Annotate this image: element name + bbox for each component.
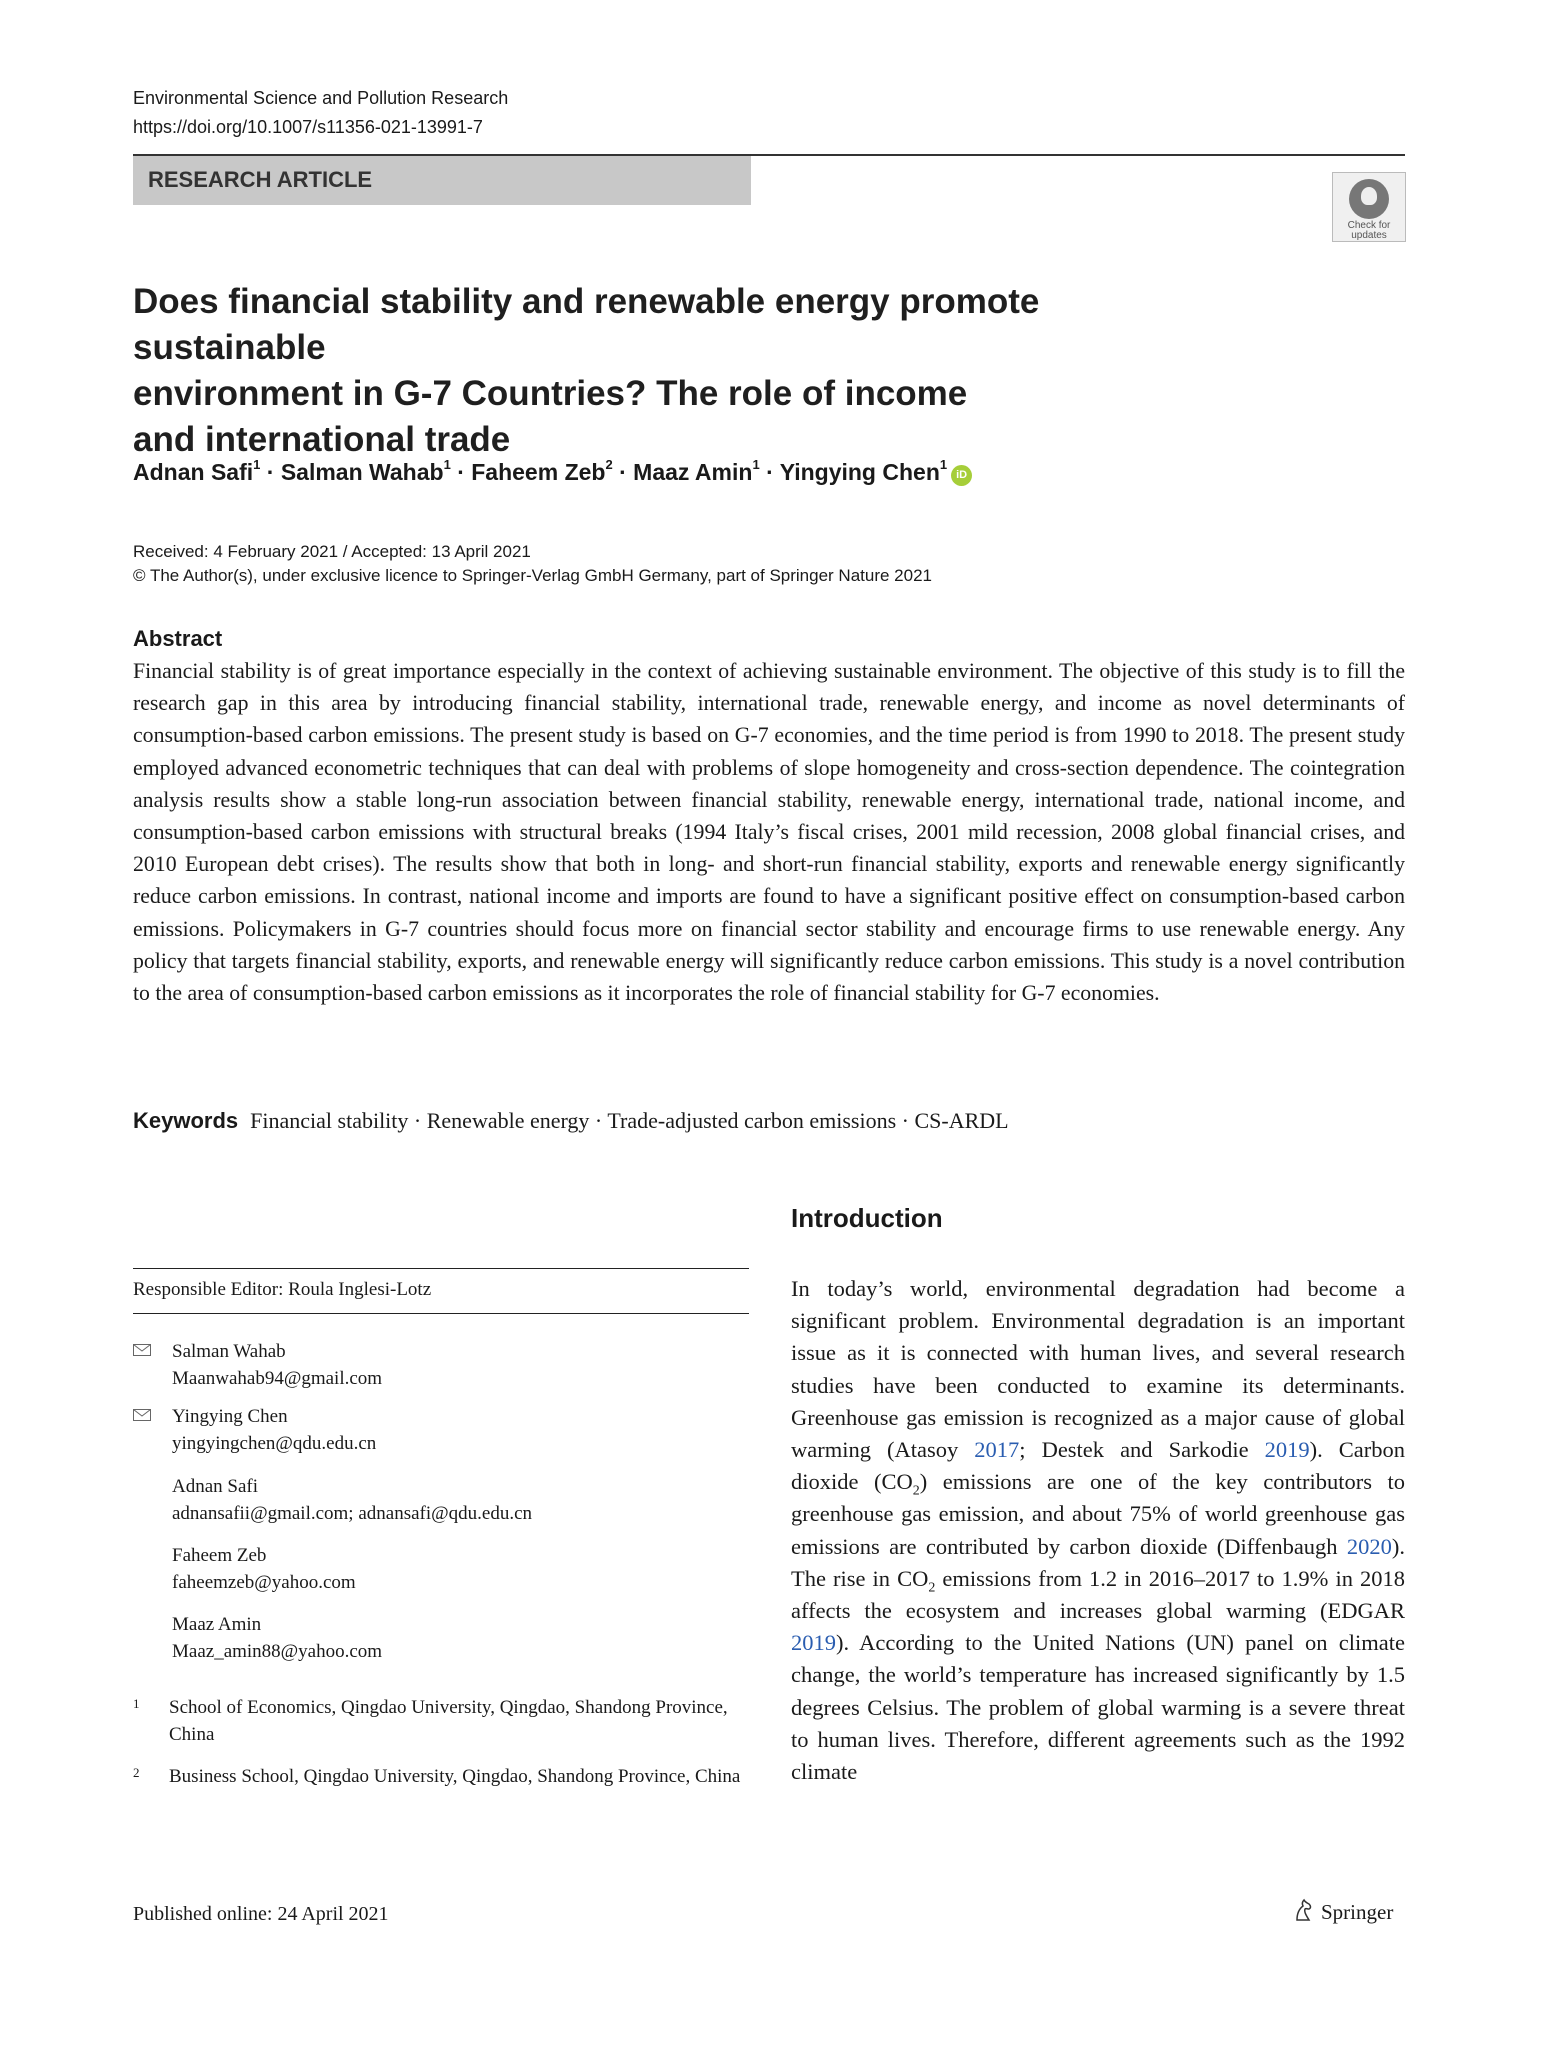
author-separator: ·	[457, 459, 465, 485]
author-name[interactable]: Maaz Amin	[633, 459, 753, 485]
keywords-label: Keywords	[133, 1108, 239, 1133]
keywords-text: Financial stability · Renewable energy · Trade-adjusted carbon emissions · CS-ARDL	[250, 1108, 1009, 1133]
footnote-rule	[133, 1268, 749, 1269]
contact-email[interactable]: adnansafii@gmail.com; adnansafi@qdu.edu.cn	[172, 1503, 532, 1524]
publisher-name: Springer	[1321, 1900, 1394, 1924]
contact-name: Yingying Chen	[172, 1406, 288, 1427]
affiliation-number: 1	[133, 1696, 140, 1711]
contact-email[interactable]: Maanwahab94@gmail.com	[172, 1368, 383, 1389]
contact-email[interactable]: Maaz_amin88@yahoo.com	[172, 1641, 383, 1662]
author-name[interactable]: Yingying Chen	[779, 459, 940, 485]
author-list	[133, 459, 972, 486]
contact-name: Adnan Safi	[172, 1476, 259, 1497]
editor-rule	[133, 1313, 749, 1314]
author-affiliation-marker: 1	[253, 457, 261, 473]
affiliation-text: School of Economics, Qingdao University, Qingdao, Shandong Province, China	[169, 1697, 728, 1745]
received-accepted-dates: Received: 4 February 2021 / Accepted: 13 April 2021	[133, 542, 531, 561]
envelope-icon	[133, 1344, 151, 1356]
contact-email[interactable]: faheemzeb@yahoo.com	[172, 1572, 356, 1593]
contact-name: Salman Wahab	[172, 1341, 286, 1362]
citation-link[interactable]: 2019	[1264, 1437, 1310, 1463]
author-name[interactable]: Adnan Safi	[133, 459, 254, 485]
crossmark-line2: updates	[1351, 230, 1387, 241]
journal-header	[133, 84, 508, 142]
affiliation-text: Business School, Qingdao University, Qingdao, Shandong Province, China	[169, 1766, 741, 1787]
doi-link[interactable]: https://doi.org/10.1007/s11356-021-13991-7	[133, 117, 483, 137]
published-online-date: Published online: 24 April 2021	[133, 1903, 389, 1925]
contact-name: Faheem Zeb	[172, 1545, 267, 1566]
author-name[interactable]: Salman Wahab	[280, 459, 444, 485]
abstract-text: Financial stability is of great importance especially in the context of achieving sustainable environment. The objective of this study is to fill the research gap in this area by introducing financial stability, international trade, renewable energy, and income as novel determinants of consumption-based carbon emissions. The present study is based on G-7 economies, and the time period is from 1990 to 2018. The present study employed advanced econometric techniques that can deal with problems of slope homogeneity and cross-section dependence. The cointegration analysis results show a stable long-run association between financial stability, renewable energy, international trade, national income, and consumption-based carbon emissions with structural breaks (1994 Italy’s fiscal crises, 2001 mild recession, 2008 global financial crises, and 2010 European debt crises). The results show that both in long- and short-run financial stability, exports and renewable energy significantly reduce carbon emissions. In contrast, national income and imports are found to have a significant positive effect on consumption-based carbon emissions. Policymakers in G-7 countries should focus more on financial sector stability and encourage firms to use renewable energy. Any policy that targets financial stability, exports, and renewable energy will significantly reduce carbon emissions. This study is a novel contribution to the area of consumption-based carbon emissions as it incorporates the role of financial stability for G-7 economies.	[133, 659, 1405, 1006]
title-line-1: Does financial stability and renewable energy promote sustainable	[133, 282, 1040, 367]
contact-entry	[133, 1403, 749, 1457]
orcid-icon[interactable]: iD	[951, 465, 972, 486]
crossmark-badge[interactable]	[1332, 172, 1406, 242]
crossmark-icon	[1349, 179, 1389, 219]
keywords-line	[133, 1108, 1009, 1134]
introduction-heading: Introduction	[791, 1203, 943, 1233]
author-separator: ·	[619, 459, 627, 485]
author-affiliation-marker: 1	[939, 457, 948, 473]
contact-entry	[133, 1338, 749, 1392]
affiliation-entry	[133, 1763, 749, 1790]
contact-name: Maaz Amin	[172, 1614, 262, 1635]
citation-link[interactable]: 2020	[1346, 1533, 1392, 1559]
contact-entry	[133, 1542, 749, 1596]
author-separator: ·	[266, 459, 275, 485]
author-separator: ·	[766, 459, 774, 485]
copyright-notice: © The Author(s), under exclusive licence to Springer-Verlag GmbH Germany, part of Springer Nature 2021	[133, 566, 932, 585]
contact-email[interactable]: yingyingchen@qdu.edu.cn	[172, 1433, 377, 1454]
title-line-3: and international trade	[133, 420, 511, 459]
contact-entry	[133, 1611, 749, 1665]
article-title	[133, 279, 1233, 463]
title-line-2: environment in G-7 Countries? The role of income	[133, 374, 968, 413]
journal-name: Environmental Science and Pollution Research	[133, 88, 509, 108]
article-type-banner: RESEARCH ARTICLE	[133, 156, 751, 205]
responsible-editor: Responsible Editor: Roula Inglesi-Lotz	[133, 1279, 432, 1300]
citation-link[interactable]: 2019	[791, 1630, 836, 1656]
affiliation-entry	[133, 1694, 749, 1748]
author-name[interactable]: Faheem Zeb	[471, 459, 606, 485]
publisher-logo	[1291, 1898, 1393, 1925]
springer-horse-icon	[1291, 1898, 1315, 1922]
article-history	[133, 540, 932, 588]
citation-link[interactable]: 2017	[974, 1437, 1020, 1463]
crossmark-line1: Check for	[1347, 220, 1391, 231]
affiliation-number: 2	[133, 1765, 140, 1780]
author-affiliation-marker: 1	[443, 457, 451, 473]
introduction-text: In today’s world, environmental degradation had become a significant problem. Environmental degradation is an important issue as it is connected with human lives, and several research studies have been conducted to examine its determinants. Greenhouse gas emission is recognized as a major cause of global warming (Atasoy 2017; Destek and Sarkodie 2019). Carbon dioxide $(CO_2)$ emissions are one of the key contributors to greenhouse gas emission, and about 75% of world greenhouse gas emissions are contributed by carbon dioxide (Diffenbaugh 2020). The rise in $CO_2$ emissions from 1.2 in 2016–2017 to 1.9% in 2018 affects the ecosystem and increases global warming (EDGAR 2019). According to the United Nations (UN) panel on climate change, the world’s temperature has increased significantly by 1.5 degrees Celsius. The problem of global warming is a severe threat to human lives. Therefore, different agreements such as the 1992 climate	[791, 1276, 1405, 1785]
envelope-icon	[133, 1409, 151, 1421]
author-affiliation-marker: 1	[752, 457, 760, 473]
abstract-heading: Abstract	[133, 626, 223, 651]
contact-entry	[133, 1473, 749, 1527]
author-affiliation-marker: 2	[605, 457, 613, 473]
